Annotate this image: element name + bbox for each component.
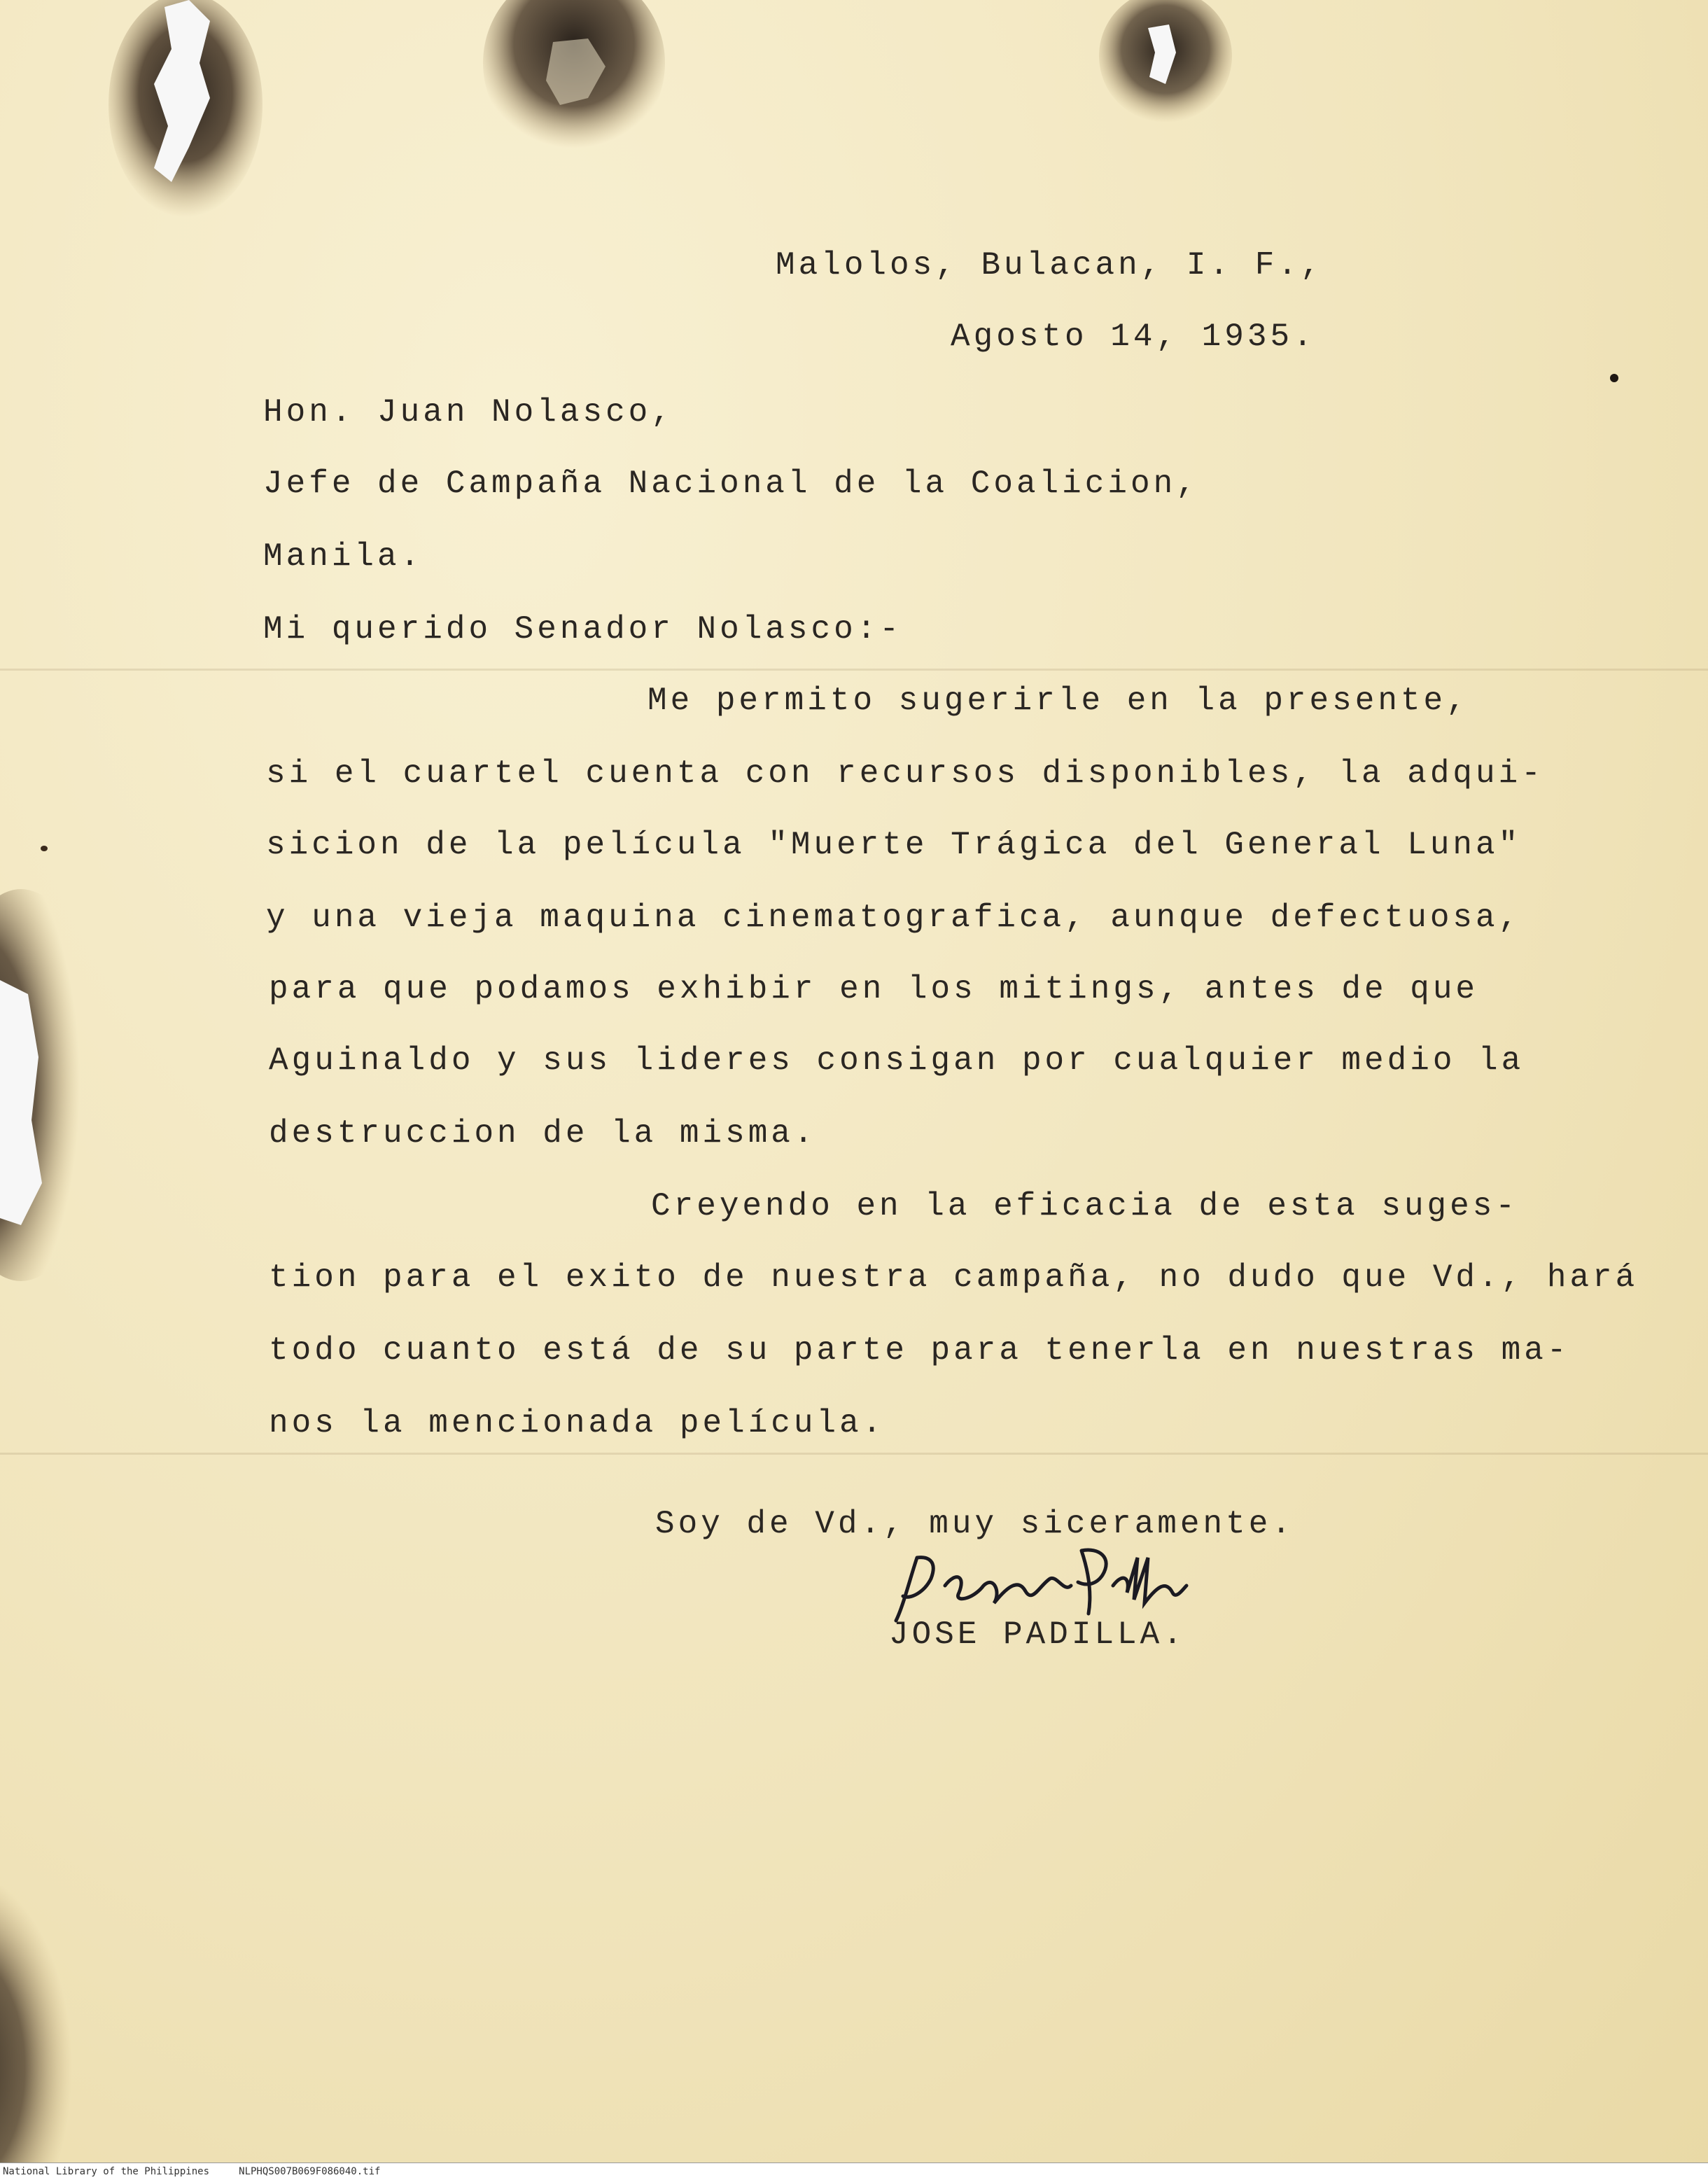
fold-line — [0, 1453, 1708, 1455]
signer-name: JOSE PADILLA. — [889, 1616, 1186, 1653]
closing: Soy de Vd., muy siceramente. — [655, 1506, 1294, 1542]
body-line: destruccion de la misma. — [269, 1115, 817, 1152]
salutation: Mi querido Senador Nolasco:- — [263, 611, 902, 648]
body-line: todo cuanto está de su parte para tenerla en nuestras ma- — [269, 1332, 1570, 1369]
letter-date: Agosto 14, 1935. — [951, 319, 1316, 355]
body-line: sicion de la película "Muerte Trágica del General Luna" — [266, 827, 1522, 863]
body-line: nos la mencionada película. — [269, 1405, 886, 1441]
body-line: Aguinaldo y sus lideres consigan por cualquier medio la — [269, 1042, 1525, 1079]
ink-dot — [1610, 374, 1618, 382]
recipient-title: Jefe de Campaña Nacional de la Coalicion, — [263, 466, 1199, 502]
scan-footer-caption: National Library of the Philippines NLPHQS007B069F086040.tif — [3, 2166, 381, 2177]
body-line: Me permito sugerirle en la presente, — [648, 683, 1469, 719]
fold-line — [0, 669, 1708, 671]
body-line: para que podamos exhibir en los mitings, antes de que — [269, 971, 1479, 1007]
burn-hole-left-bottom — [0, 1855, 112, 2163]
burn-hole-left-middle — [0, 889, 105, 1281]
recipient-name: Hon. Juan Nolasco, — [263, 394, 674, 431]
body-line: y una vieja maquina cinematografica, aunque defectuosa, — [266, 900, 1522, 936]
body-line: si el cuartel cuenta con recursos disponibles, la adqui- — [266, 755, 1544, 792]
letter-place: Malolos, Bulacan, I. F., — [776, 247, 1324, 284]
burn-hole-top-left — [105, 0, 266, 224]
recipient-city: Manila. — [263, 538, 424, 575]
burn-hole-top-right — [1099, 0, 1232, 126]
body-line: Creyendo en la eficacia de esta suges- — [651, 1188, 1518, 1224]
body-line: tion para el exito de nuestra campaña, no dudo que Vd., hará — [269, 1259, 1639, 1296]
ink-dot — [41, 846, 48, 851]
burn-hole-top-center — [483, 0, 665, 161]
